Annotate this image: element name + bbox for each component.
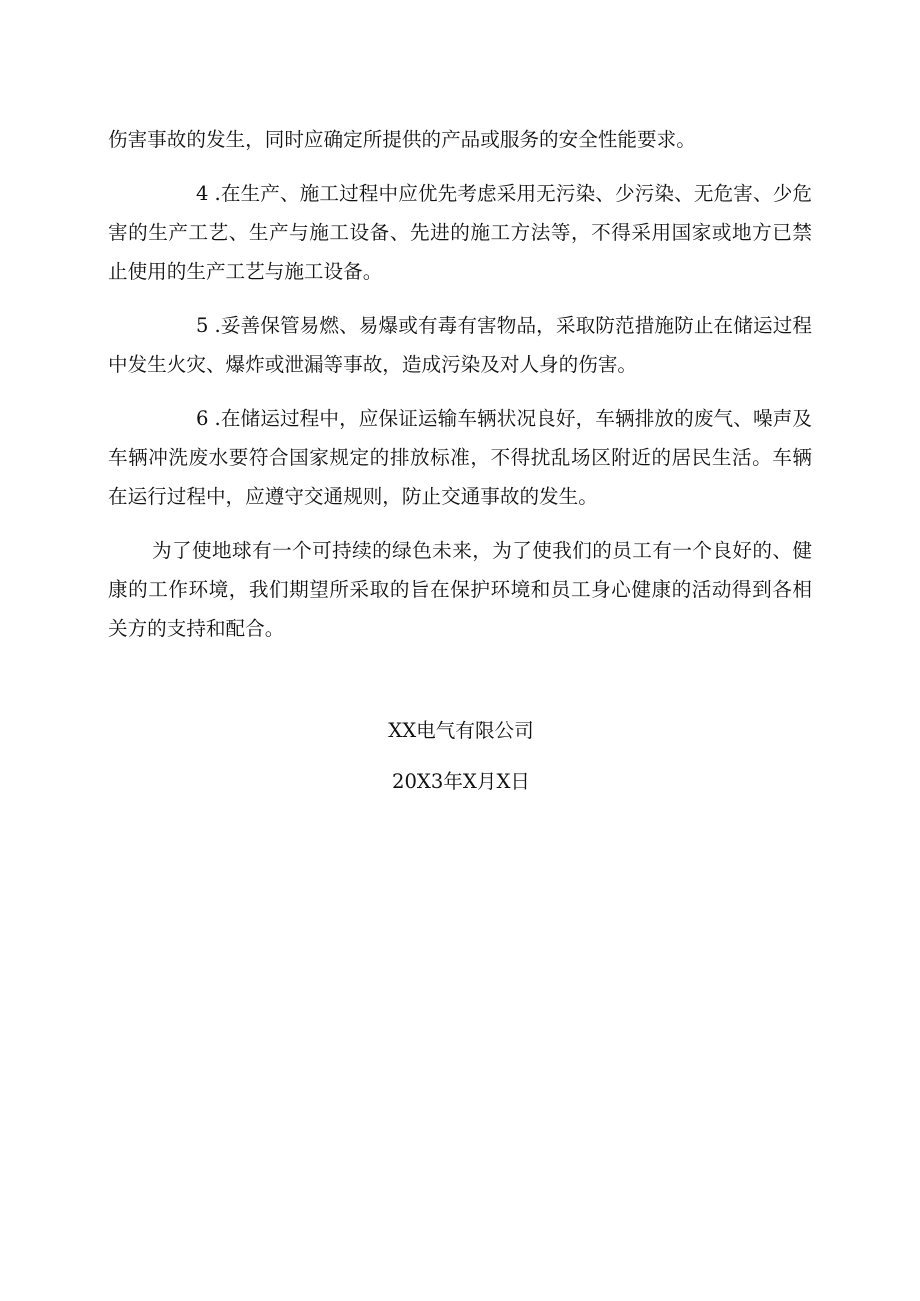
signature-date: 20X3年X月X日 — [391, 770, 531, 793]
paragraph-number: 6 — [196, 407, 209, 430]
document-body — [108, 120, 812, 663]
paragraph-item-4 — [108, 174, 812, 291]
paragraph-number: 4 — [196, 182, 209, 205]
paragraph-text: .妥善保管易燃、易爆或有毒有害物品，采取防范措施防止在储运过程中发生火灾、爆炸或泄漏等事故，造成污染及对人身的伤害。 — [108, 314, 812, 376]
paragraph-number: 5 — [196, 314, 209, 337]
paragraph-text: .在储运过程中，应保证运输车辆状况良好，车辆排放的废气、噪声及车辆冲洗废水要符合国家规定的排放标准，不得扰乱场区附近的居民生活。车辆在运行过程中，应遵守交通规则，防止交通事故的发生。 — [108, 407, 812, 508]
paragraph-text: .在生产、施工过程中应优先考虑采用无污染、少污染、无危害、少危害的生产工艺、生产与施工设备、先进的施工方法等，不得采用国家或地方已禁止使用的生产工艺与施工设备。 — [108, 182, 812, 283]
paragraph-closing — [108, 531, 812, 648]
signature-block — [0, 712, 920, 814]
paragraph-item-6 — [108, 399, 812, 516]
paragraph-item-5 — [108, 306, 812, 384]
paragraph-text: 伤害事故的发生，同时应确定所提供的产品或服务的安全性能要求。 — [108, 128, 696, 151]
paragraph-continuation — [108, 120, 812, 159]
company-name: XX电气有限公司 — [388, 719, 534, 742]
paragraph-text: 为了使地球有一个可持续的绿色未来，为了使我们的员工有一个良好的、健康的工作环境，我们期望所采取的旨在保护环境和员工身心健康的活动得到各相关方的支持和配合。 — [108, 539, 812, 640]
